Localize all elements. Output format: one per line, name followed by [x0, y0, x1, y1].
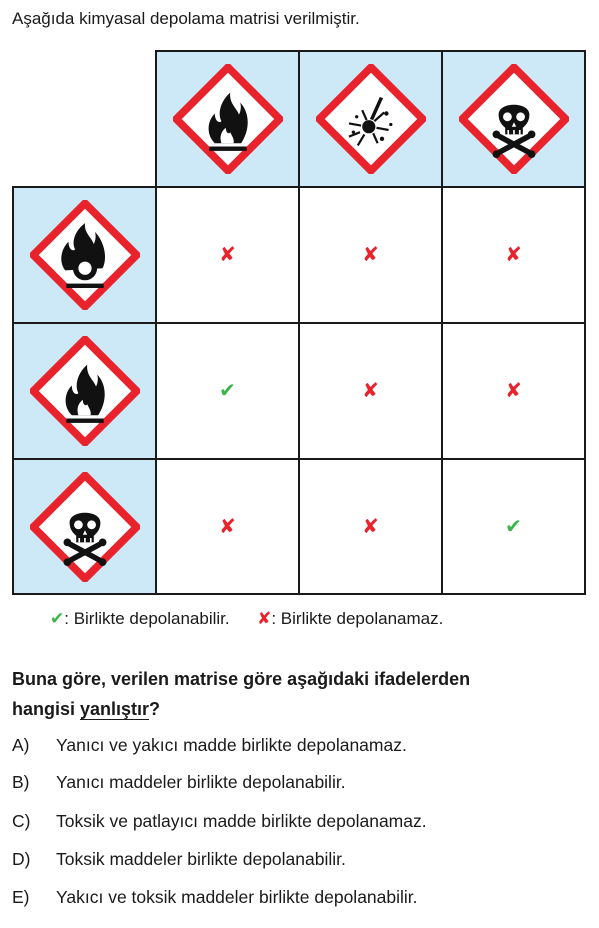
cross-mark: ✘ [362, 244, 379, 266]
matrix-cell [441, 458, 586, 595]
header-cell-toxic [441, 50, 586, 188]
matrix-cell [155, 186, 300, 324]
cross-mark: ✘ [219, 244, 236, 266]
header-cell-explosive [298, 50, 443, 188]
option-text: Toksik ve patlayıcı madde birlikte depolanamaz. [56, 811, 427, 831]
option-text: Toksik maddeler birlikte depolanabilir. [56, 849, 346, 869]
header-cell-flammable [155, 50, 300, 188]
flammable-icon [30, 336, 140, 446]
cross-mark: ✘ [505, 244, 522, 266]
legend-check-text: : Birlikte depolanabilir. [64, 609, 230, 628]
intro-text: Aşağıda kimyasal depolama matrisi verilmiştir. [12, 9, 360, 28]
oxidizer-icon [30, 200, 140, 310]
cross-mark-icon: ✘ [257, 609, 272, 628]
option-b[interactable] [12, 772, 346, 793]
flammable-icon [173, 64, 283, 174]
question-line-2: hangisi yanlıştır? [12, 699, 161, 719]
check-mark: ✔ [505, 515, 522, 538]
option-text: Yanıcı ve yakıcı madde birlikte depolanamaz. [56, 735, 407, 755]
underlined-word: yanlıştır [80, 699, 150, 719]
option-letter: A) [12, 735, 30, 755]
matrix-cell [298, 322, 443, 460]
option-c[interactable] [12, 811, 427, 832]
option-letter: D) [12, 849, 31, 869]
legend [50, 609, 443, 629]
option-letter: C) [12, 811, 31, 831]
matrix-cell [441, 322, 586, 460]
matrix-cell [155, 458, 300, 595]
toxic-icon [459, 64, 569, 174]
matrix-cell [441, 186, 586, 324]
option-e[interactable] [12, 887, 418, 908]
matrix-cell [155, 322, 300, 460]
option-text: Yanıcı maddeler birlikte depolanabilir. [56, 772, 346, 792]
cross-mark: ✘ [505, 380, 522, 402]
option-text: Yakıcı ve toksik maddeler birlikte depolanabilir. [56, 887, 418, 907]
matrix-cell [298, 186, 443, 324]
explosive-icon [316, 64, 426, 174]
option-a[interactable] [12, 735, 407, 756]
row-header-oxidizer [12, 186, 157, 324]
matrix-cell [298, 458, 443, 595]
legend-cross-text: : Birlikte depolanamaz. [271, 609, 444, 628]
check-mark-icon: ✔ [50, 609, 65, 628]
option-letter: E) [12, 887, 30, 907]
cross-mark: ✘ [362, 380, 379, 402]
option-d[interactable] [12, 849, 346, 870]
check-mark: ✔ [219, 380, 236, 402]
toxic-icon [30, 472, 140, 582]
row-header-toxic [12, 458, 157, 595]
option-letter: B) [12, 772, 30, 792]
row-header-flammable [12, 322, 157, 460]
cross-mark: ✘ [362, 515, 379, 538]
question-line-1: Buna göre, verilen matrise göre aşağıdaki ifadelerden [12, 669, 471, 689]
question-stem [12, 664, 592, 724]
cross-mark: ✘ [219, 515, 236, 538]
